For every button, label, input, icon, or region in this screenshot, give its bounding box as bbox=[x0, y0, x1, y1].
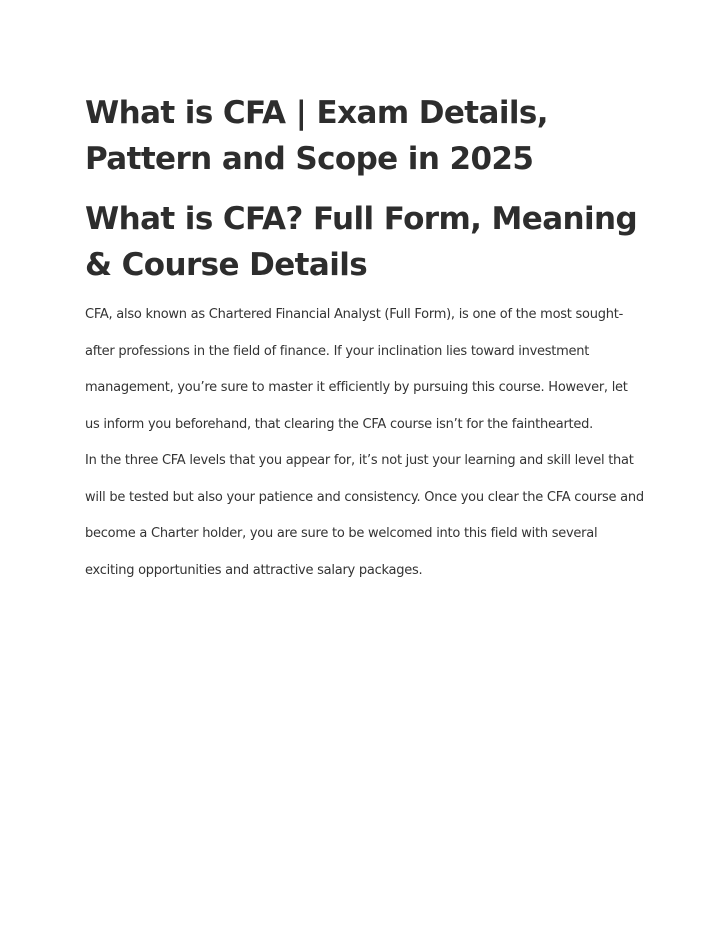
article-body bbox=[85, 297, 645, 589]
article bbox=[85, 90, 645, 589]
paragraph-intro: CFA, also known as Chartered Financial Analyst (Full Form), is one of the most sought-after professions in the field of finance. If your inclination lies toward investment management, you’re sure to master it efficiently by pursuing this course. However, let us inform you beforehand, that clearing the CFA course isn’t for the fainthearted. bbox=[85, 307, 628, 432]
paragraph-levels: In the three CFA levels that you appear for, it’s not just your learning and skill level that will be tested but also your patience and consistency. Once you clear the CFA course and become a Charter holder, you are sure to be welcomed into this field with several exciting opportunities and attractive salary packages. bbox=[85, 453, 644, 578]
page-title: What is CFA | Exam Details, Pattern and Scope in 2025 bbox=[85, 95, 548, 177]
section-heading: What is CFA? Full Form, Meaning & Course Details bbox=[85, 201, 638, 283]
